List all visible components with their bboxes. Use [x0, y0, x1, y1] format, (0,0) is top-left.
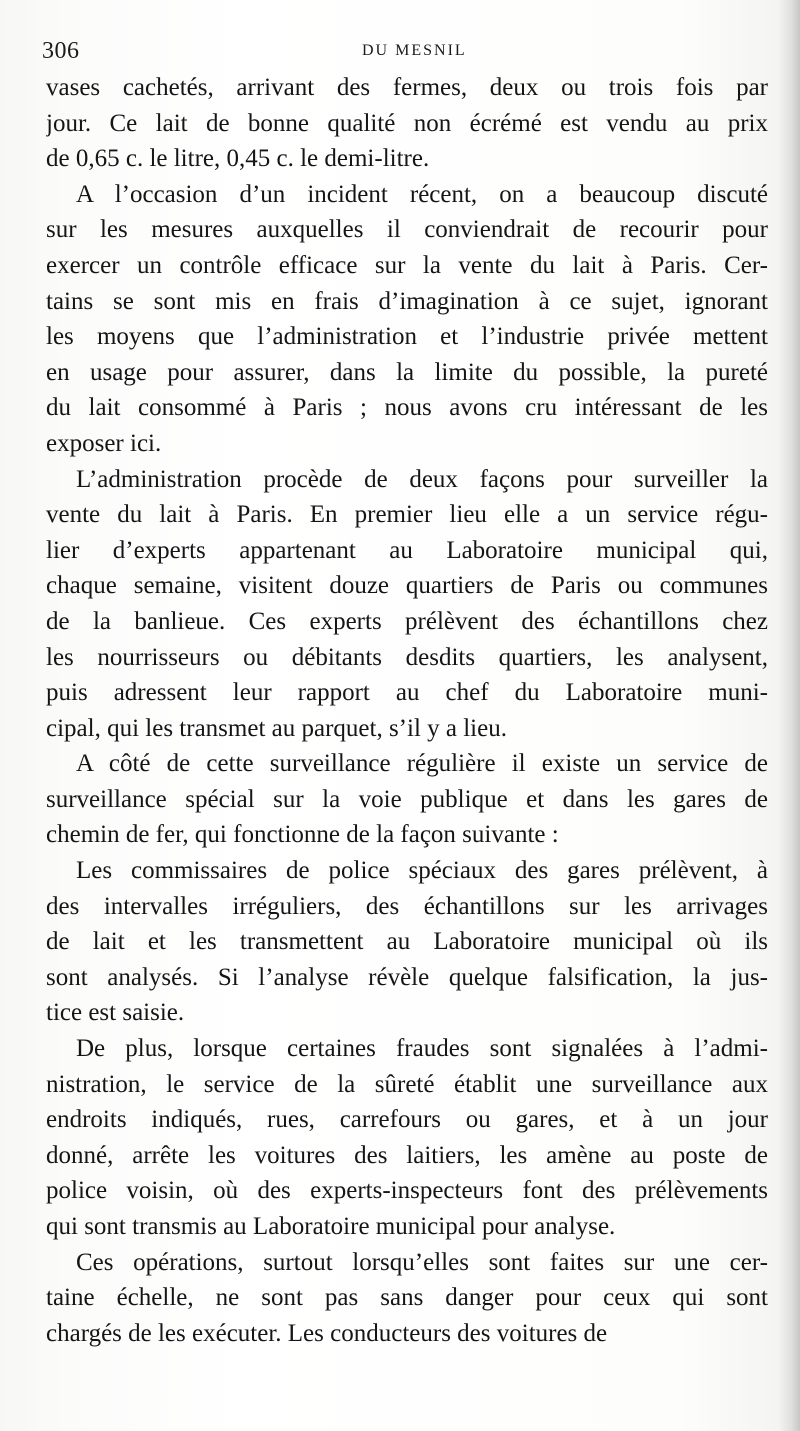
text-line: A côté de cette surveillance régulière il existe un service de: [76, 750, 768, 778]
text-line: donné, arrête les voitures des laitiers, les amène au poste de: [46, 1141, 768, 1169]
paragraph: [46, 462, 768, 747]
text-line: vente du lait à Paris. En premier lieu elle a un service régu-: [46, 501, 768, 529]
text-line: exercer un contrôle efficace sur la vente du lait à Paris. Cer-: [46, 251, 768, 279]
text-line: L’administration procède de deux façons pour surveiller la: [76, 465, 768, 493]
text-line: les nourrisseurs ou débitants desdits quartiers, les analysent,: [46, 643, 768, 671]
text-line: qui sont transmis au Laboratoire municipal pour analyse.: [46, 1213, 616, 1240]
text-line: de la banlieue. Ces experts prélèvent des échantillons chez: [46, 607, 768, 635]
text-line: des intervalles irréguliers, des échantillons sur les arrivages: [46, 892, 768, 920]
page-number: 306: [42, 38, 80, 64]
text-line: chargés de les exécuter. Les conducteurs des voitures de: [46, 1319, 608, 1347]
text-line: du lait consommé à Paris ; nous avons cru intéressant de les: [46, 394, 768, 422]
text-line: les moyens que l’administration et l’industrie privée mettent: [46, 323, 768, 351]
paragraph: [46, 853, 768, 1031]
text-line: chaque semaine, visitent douze quartiers de Paris ou communes: [46, 572, 768, 600]
text-line: endroits indiqués, rues, carrefours ou gares, et à un jour: [46, 1106, 768, 1134]
text-line: Ces opérations, surtout lorsqu’elles sont faites sur une cer-: [76, 1248, 768, 1276]
paragraph: [46, 1031, 768, 1245]
text-line: A l’occasion d’un incident récent, on a beaucoup discuté: [76, 180, 768, 208]
paragraph: [46, 1245, 768, 1352]
text-line: sur les mesures auxquelles il conviendrait de recourir pour: [46, 216, 768, 244]
page-header: [42, 38, 762, 66]
paragraph: [46, 177, 768, 462]
text-line: en usage pour assurer, dans la limite du possible, la pureté: [46, 358, 768, 386]
body-text: [46, 70, 768, 1351]
text-line: chemin de fer, qui fonctionne de la façon suivante :: [46, 821, 559, 849]
text-line: de lait et les transmettent au Laboratoire municipal où ils: [46, 928, 768, 956]
page-gutter-shadow: [778, 0, 800, 1431]
text-line: vases cachetés, arrivant des fermes, deux ou trois fois par: [46, 74, 768, 101]
running-head: DU MESNIL: [362, 42, 467, 59]
text-line: exposer ici.: [46, 429, 162, 457]
text-line: surveillance spécial sur la voie publique et dans les gares de: [46, 785, 768, 813]
text-line: taine échelle, ne sont pas sans danger pour ceux qui sont: [46, 1284, 768, 1312]
text-line: tice est saisie.: [46, 999, 185, 1027]
text-line: de 0,65 c. le litre, 0,45 c. le demi-litre.: [46, 145, 430, 173]
text-line: sont analysés. Si l’analyse révèle quelque falsification, la jus-: [46, 963, 768, 991]
text-line: De plus, lorsque certaines fraudes sont signalées à l’admi-: [76, 1035, 768, 1063]
text-line: police voisin, où des experts-inspecteurs font des prélèvements: [46, 1177, 768, 1205]
text-line: nistration, le service de la sûreté établit une surveillance aux: [46, 1070, 768, 1098]
text-line: lier d’experts appartenant au Laboratoire municipal qui,: [46, 536, 768, 564]
paragraph: [46, 746, 768, 853]
text-line: cipal, qui les transmet au parquet, s’il y a lieu.: [46, 714, 507, 742]
text-line: Les commissaires de police spéciaux des gares prélèvent, à: [76, 857, 768, 885]
paragraph: [46, 70, 768, 177]
text-line: tains se sont mis en frais d’imagination à ce sujet, ignorant: [46, 287, 768, 315]
text-line: puis adressent leur rapport au chef du Laboratoire muni-: [46, 679, 768, 707]
text-line: jour. Ce lait de bonne qualité non écrémé est vendu au prix: [46, 109, 768, 137]
